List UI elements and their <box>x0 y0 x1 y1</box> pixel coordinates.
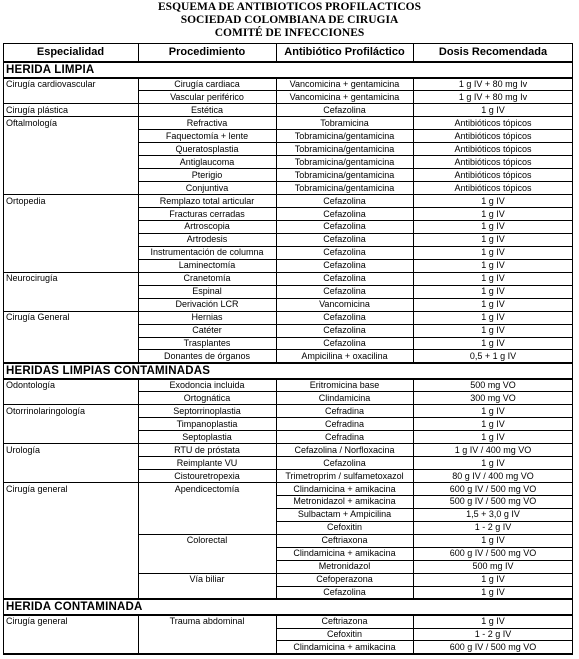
procedure-cell: Laminectomía <box>178 260 236 271</box>
procedure-cell: Remplazo total articular <box>159 195 255 206</box>
antibiotic-cell: Cefradina <box>324 405 365 416</box>
antibiotic-cell: Cefazolina <box>323 260 366 271</box>
dose-cell: 1 g IV <box>481 312 505 323</box>
dose-cell: Antibióticos tópicos <box>454 156 532 167</box>
antibiotic-cell: Metronidazol <box>318 561 371 572</box>
dose-cell: 1 g IV <box>481 587 505 598</box>
specialty-cell: Oftalmología <box>6 117 58 128</box>
dose-cell: 600 g IV / 500 mg VO <box>449 548 537 559</box>
procedure-cell: Ortognática <box>183 392 231 403</box>
antibiotic-cell: Metronidazol + amikacina <box>293 496 396 507</box>
antibiotic-cell: Clindamicina + amikacina <box>293 641 396 652</box>
procedure-cell: Queratosplastia <box>175 143 239 154</box>
specialty-cell: Neurocirugía <box>6 273 58 284</box>
dose-cell: 80 g IV / 400 mg VO <box>452 470 534 481</box>
specialty-cell: Ortopedia <box>6 195 46 206</box>
antibiotic-cell: Cefazolina <box>323 587 366 598</box>
dose-cell: 1 g IV <box>481 286 505 297</box>
dose-cell: 1 g IV <box>481 299 505 310</box>
column-header: Dosis Recomendada <box>438 46 548 58</box>
column-rule <box>276 78 277 363</box>
column-rule <box>276 379 277 599</box>
procedure-cell: Derivación LCR <box>175 299 239 310</box>
antibiotic-cell: Clindamicina + amikacina <box>293 548 396 559</box>
table-bottom-rule <box>3 653 573 655</box>
antibiotic-cell: Ceftriaxona <box>321 535 368 546</box>
column-rule <box>413 615 414 654</box>
antibiotic-cell: Sulbactam + Ampicilina <box>297 509 392 520</box>
specialty-cell: Cirugía cardiovascular <box>6 79 96 89</box>
procedure-cell <box>138 547 276 560</box>
procedure-cell <box>138 641 276 654</box>
column-header: Procedimiento <box>168 46 246 58</box>
antibiotic-cell: Clindamicina <box>318 392 371 403</box>
antibiotic-cell: Cefazolina <box>323 221 366 232</box>
procedure-cell: Espinal <box>192 286 222 297</box>
antibiotic-cell: Cefazolina <box>323 312 366 323</box>
antibiotic-cell: Tobramicina/gentamicina <box>294 182 395 193</box>
antibiotic-cell: Tobramicina/gentamicina <box>294 169 395 180</box>
procedure-cell: Vascular periférico <box>170 91 244 102</box>
procedure-cell: Estética <box>190 104 223 115</box>
antibiotic-cell: Eritromicina base <box>309 379 380 390</box>
procedure-cell: Trauma abdominal <box>169 616 245 627</box>
section-title: HERIDAS LIMPIAS CONTAMINADAS <box>6 364 211 377</box>
column-rule <box>276 615 277 654</box>
antibiotic-cell: Cefazolina <box>323 247 366 258</box>
dose-cell: 300 mg VO <box>470 392 516 403</box>
antibiotic-cell: Cefazolina <box>323 273 366 284</box>
specialty-cell: Cirugía plástica <box>6 104 69 115</box>
antibiotic-cell: Cefazolina <box>323 457 366 468</box>
procedure-cell: Exodoncia incluida <box>169 379 245 390</box>
procedure-cell: Artroscopia <box>184 221 230 232</box>
column-rule <box>138 379 139 599</box>
antibiotic-cell: Cefoxitin <box>326 629 362 639</box>
antibiotic-cell: Cefazolina <box>323 104 366 115</box>
procedure-cell: Refractiva <box>186 117 228 128</box>
antibiotic-cell: Vancomicina + gentamicina <box>289 91 400 102</box>
dose-cell: 1 g IV <box>481 104 505 115</box>
procedure-cell: Reimplante VU <box>176 457 238 468</box>
antibiotic-cell: Tobramicina/gentamicina <box>294 156 395 167</box>
document-title: ESQUEMA DE ANTIBIOTICOS PROFILACTICOS <box>158 1 421 13</box>
antibiotic-cell: Vancomicina <box>319 299 370 310</box>
antibiotic-cell: Cefoxitin <box>326 522 362 533</box>
procedure-cell: Instrumentación de columna <box>150 247 264 258</box>
dose-cell: Antibióticos tópicos <box>454 169 532 180</box>
procedure-cell: Conjuntiva <box>185 182 229 193</box>
dose-cell: 600 g IV / 500 mg VO <box>449 641 537 652</box>
specialty-cell: Odontología <box>6 379 56 390</box>
procedure-cell: Antiglaucoma <box>179 156 235 167</box>
procedure-cell: Pterigio <box>191 169 223 180</box>
procedure-cell: Timpanoplastia <box>176 418 238 429</box>
procedure-cell <box>138 495 276 508</box>
column-rule <box>138 615 139 654</box>
procedure-cell: Apendicectomía <box>174 483 240 494</box>
procedure-cell: RTU de próstata <box>174 444 240 455</box>
antibiotic-cell: Tobramicina <box>320 117 369 128</box>
column-rule <box>138 78 139 363</box>
dose-cell: 1 g IV <box>481 457 505 468</box>
antibiotic-cell: Cefoperazona <box>316 574 373 585</box>
dose-cell: 1 g IV / 400 mg VO <box>454 444 532 455</box>
specialty-cell: Cirugía General <box>6 312 70 323</box>
procedure-cell: Faquectomía + lente <box>165 130 249 141</box>
table-left-border <box>3 43 5 654</box>
dose-cell: 1 g IV <box>481 405 505 416</box>
dose-cell: 1 g IV + 80 mg Iv <box>458 79 528 89</box>
dose-cell: 1 g IV <box>481 325 505 336</box>
procedure-cell: Hernias <box>191 312 223 323</box>
dose-cell: Antibióticos tópicos <box>454 143 532 154</box>
antibiotic-cell: Cefazolina <box>323 234 366 245</box>
dose-cell: 1 g IV <box>481 195 505 206</box>
column-rule <box>138 43 139 62</box>
procedure-cell: Septorrinoplastia <box>173 405 241 416</box>
dose-cell: 1 g IV + 80 mg Iv <box>458 91 528 102</box>
antibiotic-cell: Cefradina <box>324 418 365 429</box>
dose-cell: 1 g IV <box>481 431 505 442</box>
specialty-cell: Urología <box>6 444 41 455</box>
procedure-cell: Fracturas cerradas <box>169 208 245 219</box>
dose-cell: Antibióticos tópicos <box>454 130 532 141</box>
procedure-cell <box>138 560 276 573</box>
dose-cell: 500 mg VO <box>470 379 516 390</box>
dose-cell: 1 g IV <box>481 338 505 348</box>
antibiotic-cell: Ceftriazona <box>321 616 368 627</box>
antibiotic-cell: Ampicilina + oxacilina <box>301 350 388 361</box>
dose-cell: 1 g IV <box>481 535 505 546</box>
dose-cell: 1 g IV <box>481 260 505 271</box>
column-rule <box>413 43 414 62</box>
procedure-cell: Artrodesis <box>186 234 228 245</box>
document-subtitle-society: SOCIEDAD COLOMBIANA DE CIRUGIA <box>180 14 399 26</box>
antibiotic-cell: Cefazolina <box>323 208 366 219</box>
column-rule <box>413 78 414 363</box>
specialty-cell: Cirugía general <box>6 483 68 494</box>
procedure-cell <box>138 628 276 641</box>
section-title: HERIDA CONTAMINADA <box>6 601 143 614</box>
section-title: HERIDA LIMPIA <box>6 64 95 76</box>
dose-cell: 0,5 + 1 g IV <box>469 350 517 361</box>
antibiotic-cell: Trimetroprim / sulfametoxazol <box>285 470 404 481</box>
procedure-cell <box>138 586 276 599</box>
procedure-cell: Catéter <box>192 325 222 336</box>
dose-cell: 1 g IV <box>481 234 505 245</box>
procedure-cell: Septoplastia <box>182 431 232 442</box>
dose-cell: 1 g IV <box>481 208 505 219</box>
specialty-cell: Otorrinolaringología <box>6 405 86 416</box>
dose-cell: 1 g IV <box>481 574 505 585</box>
dose-cell: Antibióticos tópicos <box>454 182 532 193</box>
dose-cell: 500 g IV / 500 mg VO <box>449 496 537 507</box>
document-subtitle-committee: COMITÉ DE INFECCIONES <box>214 27 365 39</box>
antibiotic-cell: Vancomicina + gentamicina <box>289 79 400 89</box>
dose-cell: 1 - 2 g IV <box>474 629 512 639</box>
dose-cell: 600 g IV / 500 mg VO <box>449 483 537 494</box>
column-rule <box>413 379 414 599</box>
antibiotic-table <box>3 43 573 653</box>
antibiotic-cell: Tobramicina/gentamicina <box>294 130 395 141</box>
dose-cell: 1 g IV <box>481 418 505 429</box>
procedure-cell <box>138 521 276 534</box>
procedure-cell <box>138 508 276 521</box>
dose-cell: 1 g IV <box>481 221 505 232</box>
antibiotic-cell: Cefazolina / Norfloxacina <box>294 444 395 455</box>
dose-cell: 1 g IV <box>481 247 505 258</box>
dose-cell: 500 mg IV <box>472 561 514 572</box>
column-header: Especialidad <box>36 46 105 58</box>
dose-cell: 1 g IV <box>481 616 505 627</box>
dose-cell: 1,5 + 3,0 g IV <box>466 509 520 520</box>
column-rule <box>276 43 277 62</box>
antibiotic-cell: Cefazolina <box>323 325 366 336</box>
dose-cell: Antibióticos tópicos <box>454 117 532 128</box>
table-right-border <box>572 43 574 654</box>
procedure-cell: Cranetomía <box>183 273 231 284</box>
antibiotic-cell: Cefazolina <box>323 338 366 348</box>
antibiotic-cell: Cefradina <box>324 431 365 442</box>
column-header: Antibiótico Profiláctico <box>284 46 405 58</box>
procedure-cell: Trasplantes <box>183 338 231 348</box>
dose-cell: 1 g IV <box>481 273 505 284</box>
table-top-rule <box>3 43 573 45</box>
antibiotic-cell: Tobramicina/gentamicina <box>294 143 395 154</box>
specialty-cell: Cirugía general <box>6 616 68 627</box>
antibiotic-cell: Cefazolina <box>323 286 366 297</box>
procedure-cell: Colorectal <box>186 535 228 546</box>
procedure-cell: Vía biliar <box>189 574 225 585</box>
procedure-cell: Cirugía cardiaca <box>174 79 240 89</box>
antibiotic-cell: Cefazolina <box>323 195 366 206</box>
dose-cell: 1 - 2 g IV <box>474 522 512 533</box>
procedure-cell: Donantes de órganos <box>163 350 251 361</box>
antibiotic-cell: Clindamicina + amikacina <box>293 483 396 494</box>
procedure-cell: Cistouretropexia <box>174 470 240 481</box>
